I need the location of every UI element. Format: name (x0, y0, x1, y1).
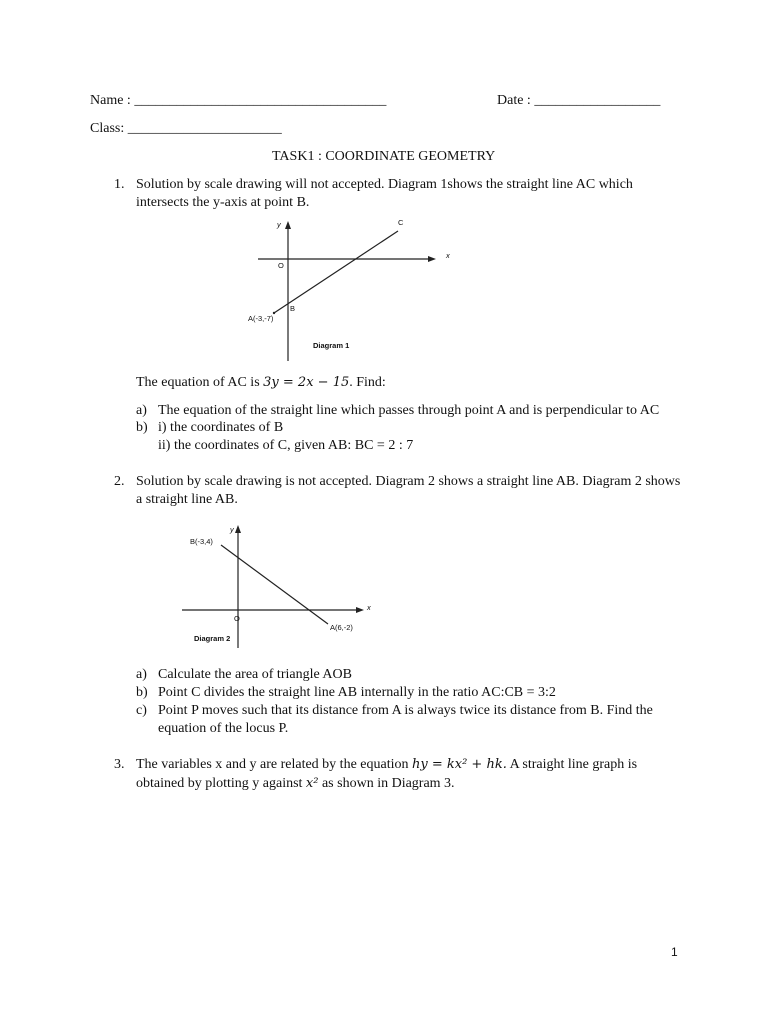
question-2-text-line-1: Solution by scale drawing is not accepted. Diagram 2 shows a straight line AB. Diagram 2 shows (136, 474, 681, 489)
question-3-prefix-1: The variables x and y are related by the equation (136, 757, 412, 772)
diagram-1-point-c-label: C (398, 218, 404, 227)
diagram-2-x-arrow (356, 607, 364, 613)
diagram-1-caption: Diagram 1 (313, 341, 350, 350)
page-number: 1 (671, 945, 678, 959)
page-title: TASK1 : COORDINATE GEOMETRY (272, 149, 496, 164)
question-1a-marker: a) (136, 403, 147, 418)
question-1-equation-suffix: . Find: (349, 375, 386, 390)
diagram-1-origin-label: O (278, 261, 284, 270)
question-2c-text-line-2: equation of the locus P. (158, 721, 289, 736)
question-1a-text: The equation of the straight line which passes through point A and is perpendicular to AC (158, 403, 660, 418)
question-2a-marker: a) (136, 667, 147, 682)
diagram-2-caption: Diagram 2 (194, 634, 231, 643)
question-2b-marker: b) (136, 685, 148, 700)
question-1-equation-line (136, 375, 386, 391)
question-3-x-squared: x² (305, 776, 319, 791)
question-2a-text: Calculate the area of triangle AOB (158, 667, 352, 682)
question-3-text-line-2 (136, 776, 455, 792)
diagram-2-y-arrow (235, 525, 241, 533)
date-field: Date : __________________ (497, 93, 661, 108)
question-3-suffix-1: A straight line graph is (506, 757, 638, 772)
diagram-2-point-a-label: A(6,-2) (330, 623, 353, 632)
diagram-1-line-ac (274, 231, 398, 313)
diagram-2-x-label: x (367, 603, 371, 612)
question-1b-marker: b) (136, 420, 148, 435)
question-2b-text: Point C divides the straight line AB internally in the ratio AC:CB = 3:2 (158, 685, 556, 700)
name-field: Name : ____________________________________ (90, 93, 387, 108)
question-1-text-line-1: Solution by scale drawing will not accepted. Diagram 1shows the straight line AC which (136, 177, 633, 192)
diagram-1-x-label: x (446, 251, 450, 260)
diagram-1-y-label: y (277, 220, 281, 229)
question-1-equation-prefix: The equation of AC is (136, 375, 264, 390)
diagram-2-origin-label: O (234, 614, 240, 623)
question-2c-text-line-1: Point P moves such that its distance from A is always twice its distance from B. Find the (158, 703, 653, 718)
diagram-1-point-a-label: A(-3,-7) (248, 314, 274, 323)
question-3-suffix-2: as shown in Diagram 3. (318, 776, 455, 791)
question-1-equation-math: 3y = 2x − 15 (263, 375, 350, 390)
question-3-text-line-1 (136, 757, 637, 773)
question-1-number: 1. (114, 177, 125, 192)
diagram-1-point-b-label: B (290, 304, 296, 313)
diagram-2-y-label: y (230, 525, 234, 534)
question-1b-i-text: i) the coordinates of B (158, 420, 284, 435)
question-1b-ii-text: ii) the coordinates of C, given AB: BC = 2 : 7 (158, 438, 414, 453)
diagram-1-y-arrow (285, 221, 291, 229)
question-3-equation: hy = kx² + hk. (412, 757, 507, 772)
diagram-2-point-b-label: B(-3,4) (190, 537, 213, 546)
diagram-2-line-ab (221, 545, 328, 624)
question-2c-marker: c) (136, 703, 147, 718)
diagram-1 (230, 215, 470, 365)
question-2-number: 2. (114, 474, 125, 489)
question-3-prefix-2: obtained by plotting y against (136, 776, 306, 791)
question-2-text-line-2: a straight line AB. (136, 492, 238, 507)
question-1-text-line-2: intersects the y-axis at point B. (136, 195, 310, 210)
diagram-1-x-arrow (428, 256, 436, 262)
class-field: Class: ______________________ (90, 121, 282, 136)
question-3-number: 3. (114, 757, 125, 772)
